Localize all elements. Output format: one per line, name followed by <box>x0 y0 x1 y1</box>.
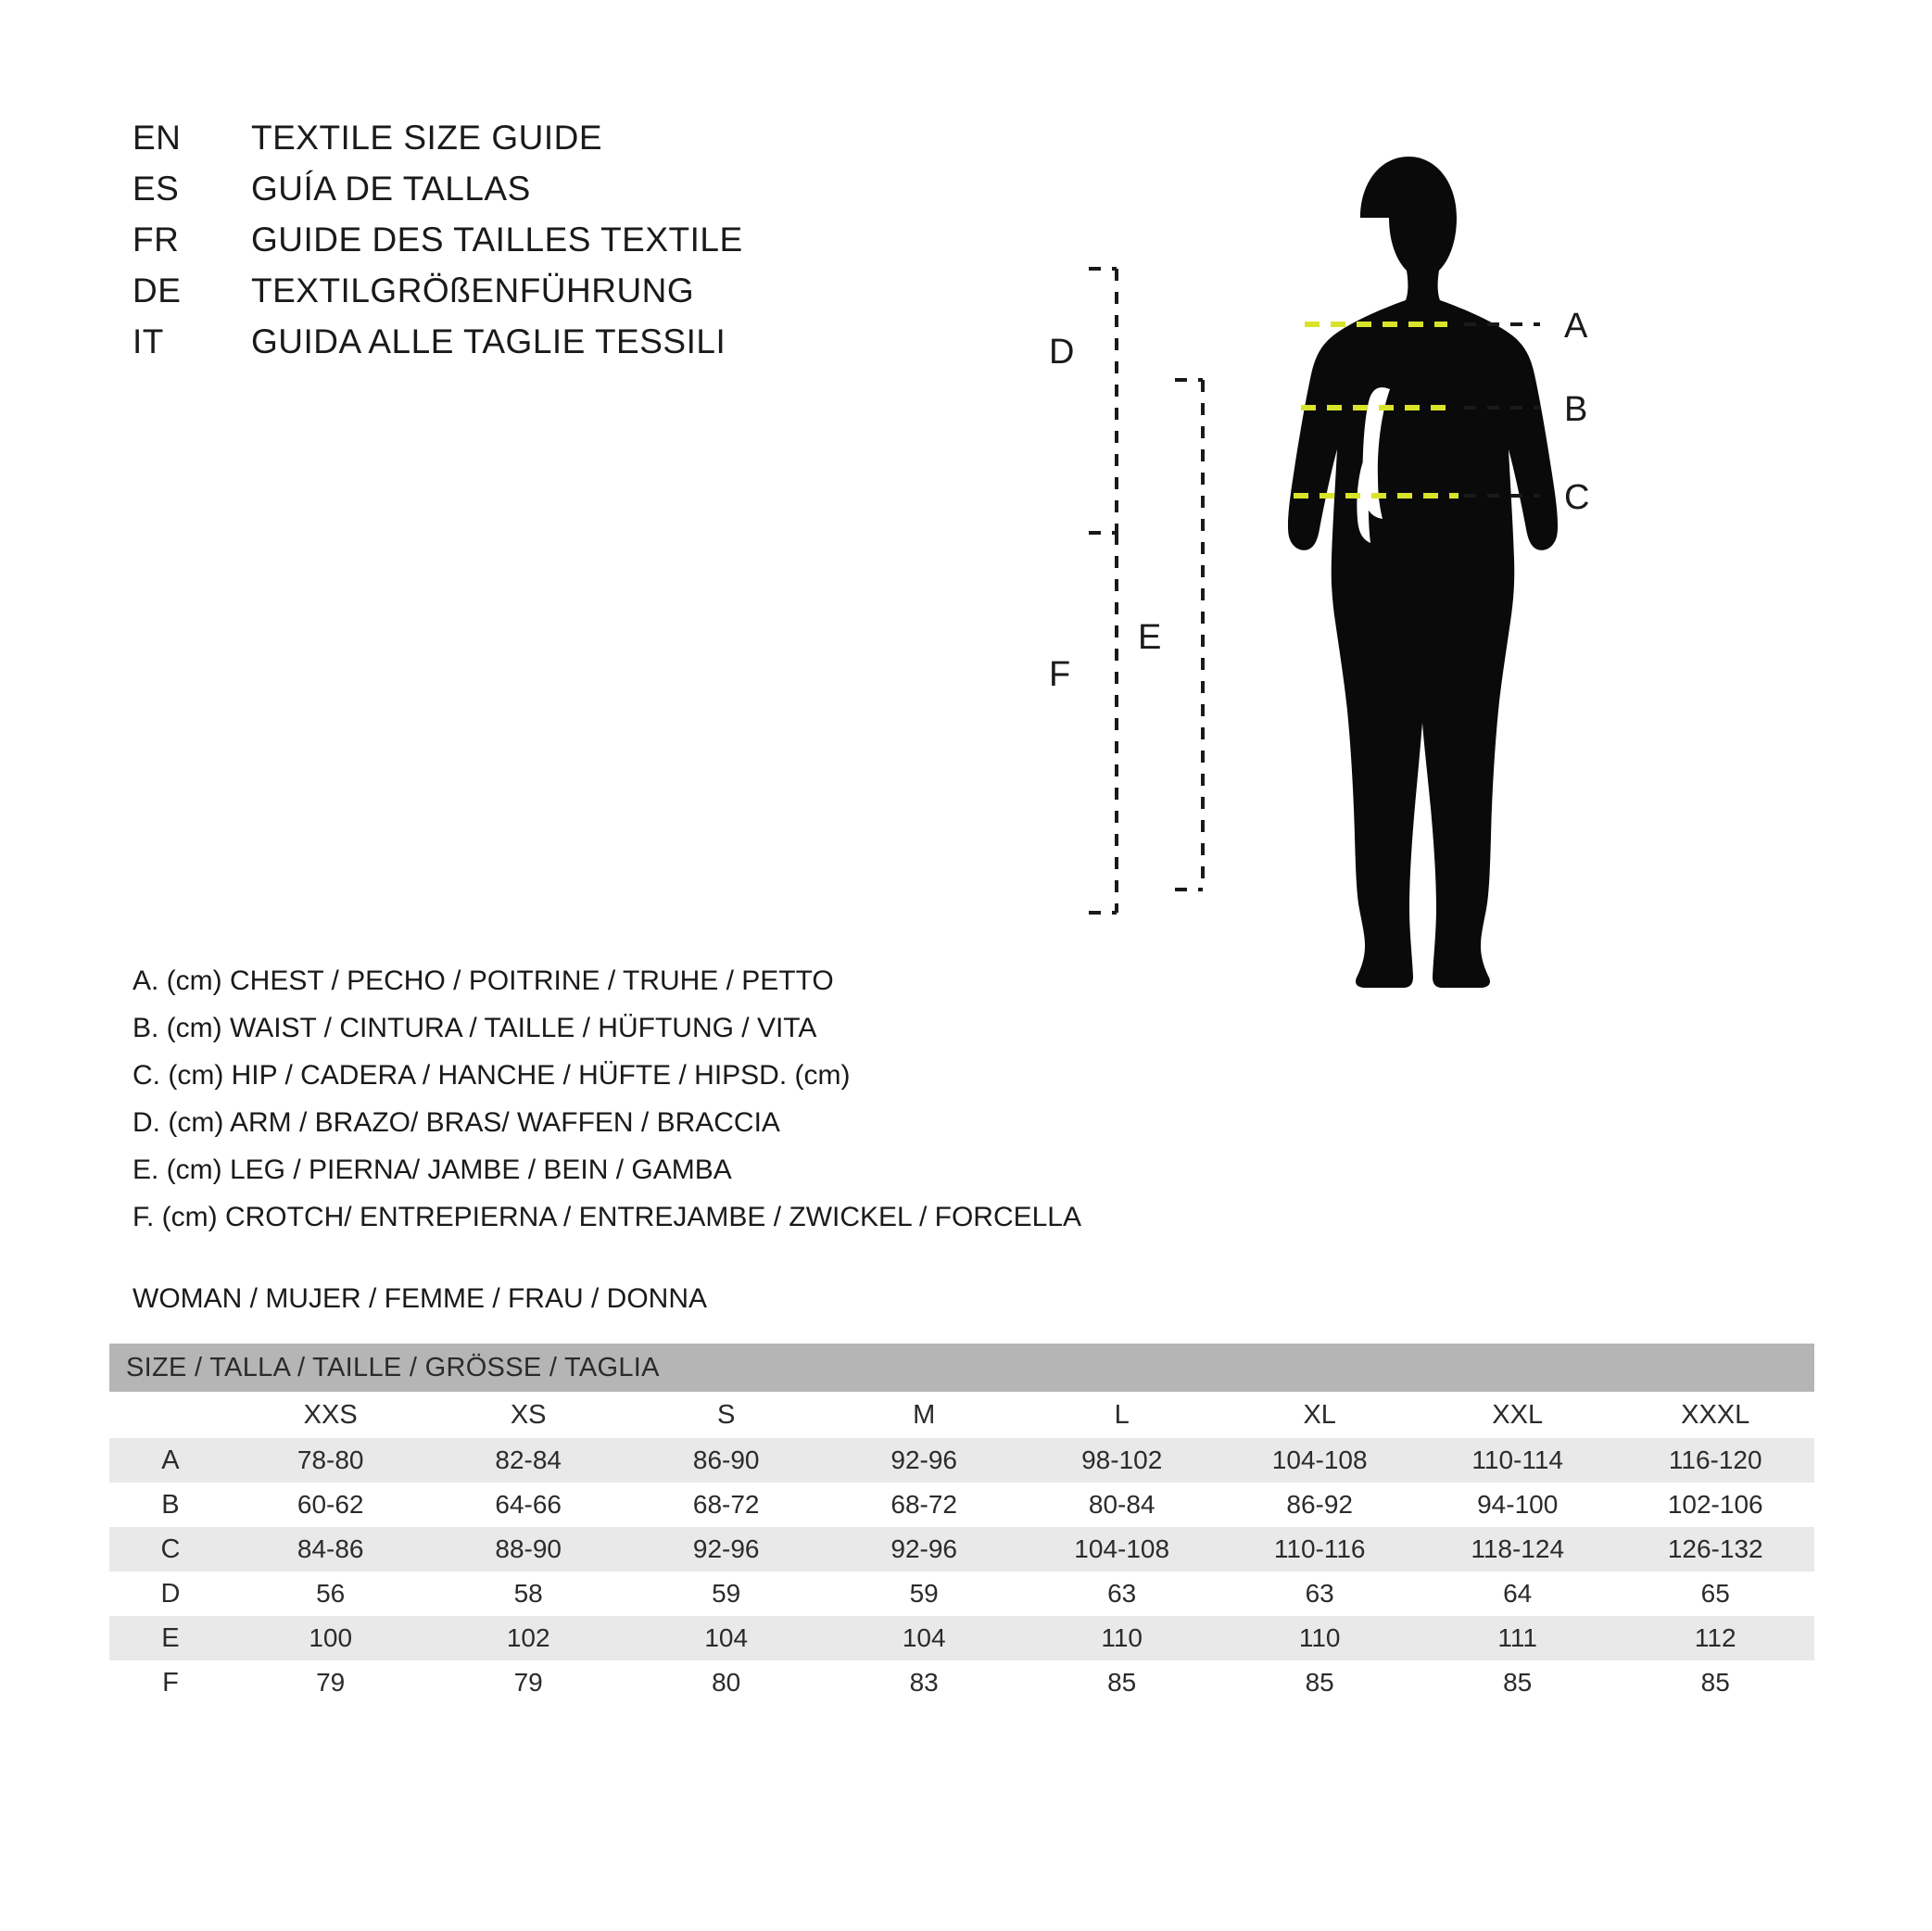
table-cell: 80 <box>627 1660 826 1705</box>
language-code: IT <box>133 322 164 360</box>
table-cell: 85 <box>1023 1660 1221 1705</box>
table-cell: 110 <box>1220 1616 1419 1660</box>
table-cell: 68-72 <box>627 1483 826 1527</box>
table-cell: 79 <box>429 1660 627 1705</box>
dimension-label-d: D <box>1049 333 1075 372</box>
legend-line-a: A. (cm) CHEST / PECHO / POITRINE / TRUHE / PETTO <box>133 966 834 996</box>
marker-label-c: C <box>1564 478 1590 517</box>
table-cell: 83 <box>825 1660 1023 1705</box>
table-row <box>109 1571 1814 1616</box>
table-cell: 63 <box>1023 1571 1221 1616</box>
row-label: B <box>109 1483 232 1527</box>
marker-label-b: B <box>1564 390 1588 429</box>
table-cell: 92-96 <box>627 1527 826 1571</box>
table-cell: 102-106 <box>1616 1483 1814 1527</box>
column-header: M <box>825 1392 1023 1438</box>
table-cell: 112 <box>1616 1616 1814 1660</box>
title-row <box>133 221 966 271</box>
table-cell: 102 <box>429 1616 627 1660</box>
table-cell: 104-108 <box>1220 1438 1419 1483</box>
table-cell: 85 <box>1616 1660 1814 1705</box>
legend-line-b: B. (cm) WAIST / CINTURA / TAILLE / HÜFTUNG / VITA <box>133 1013 817 1043</box>
table-cell: 59 <box>825 1571 1023 1616</box>
table-cell: 118-124 <box>1419 1527 1617 1571</box>
table-cell: 110 <box>1023 1616 1221 1660</box>
language-code: ES <box>133 170 180 208</box>
table-cell: 78-80 <box>232 1438 430 1483</box>
title-row <box>133 271 966 322</box>
table-cell: 92-96 <box>825 1438 1023 1483</box>
table-cell: 100 <box>232 1616 430 1660</box>
female-silhouette-icon <box>1288 157 1558 988</box>
measurement-legend <box>133 957 1226 1241</box>
legend-line-f: F. (cm) CROTCH/ ENTREPIERNA / ENTREJAMBE / ZWICKEL / FORCELLA <box>133 1202 1081 1232</box>
table-band-header <box>109 1344 1814 1392</box>
legend-line-e: E. (cm) LEG / PIERNA/ JAMBE / BEIN / GAMBA <box>133 1155 732 1185</box>
table-band-header-label: SIZE / TALLA / TAILLE / GRÖSSE / TAGLIA <box>109 1344 1814 1392</box>
table-cell: 104 <box>825 1616 1023 1660</box>
language-title: TEXTILGRÖßENFÜHRUNG <box>251 271 695 309</box>
column-header: XL <box>1220 1392 1419 1438</box>
table-corner-cell <box>109 1392 232 1438</box>
row-label: C <box>109 1527 232 1571</box>
gender-label: WOMAN / MUJER / FEMME / FRAU / DONNA <box>133 1283 707 1314</box>
table-cell: 80-84 <box>1023 1483 1221 1527</box>
table-row <box>109 1483 1814 1527</box>
title-row <box>133 322 966 373</box>
table-row <box>109 1527 1814 1571</box>
table-cell: 68-72 <box>825 1483 1023 1527</box>
column-header: XS <box>429 1392 627 1438</box>
legend-line-d: D. (cm) ARM / BRAZO/ BRAS/ WAFFEN / BRACCIA <box>133 1107 780 1138</box>
table-row <box>109 1438 1814 1483</box>
table-cell: 126-132 <box>1616 1527 1814 1571</box>
table-cell: 60-62 <box>232 1483 430 1527</box>
language-title: GUIDA ALLE TAGLIE TESSILI <box>251 322 726 360</box>
title-row <box>133 119 966 170</box>
marker-label-a: A <box>1564 307 1588 346</box>
table-cell: 86-90 <box>627 1438 826 1483</box>
table-cell: 88-90 <box>429 1527 627 1571</box>
table-cell: 86-92 <box>1220 1483 1419 1527</box>
language-title: GUIDE DES TAILLES TEXTILE <box>251 221 743 259</box>
language-code: EN <box>133 119 182 157</box>
language-title-block <box>133 119 966 373</box>
row-label: E <box>109 1616 232 1660</box>
table-cell: 85 <box>1220 1660 1419 1705</box>
row-label: D <box>109 1571 232 1616</box>
size-table-wrapper <box>109 1344 1814 1705</box>
table-cell: 65 <box>1616 1571 1814 1616</box>
table-cell: 92-96 <box>825 1527 1023 1571</box>
table-cell: 104-108 <box>1023 1527 1221 1571</box>
row-label: A <box>109 1438 232 1483</box>
table-cell: 59 <box>627 1571 826 1616</box>
dimension-label-e: E <box>1138 618 1162 657</box>
column-header: XXXL <box>1616 1392 1814 1438</box>
title-row <box>133 170 966 221</box>
dimension-lines <box>1089 269 1203 913</box>
language-code: FR <box>133 221 180 259</box>
table-cell: 94-100 <box>1419 1483 1617 1527</box>
table-cell: 85 <box>1419 1660 1617 1705</box>
table-cell: 110-114 <box>1419 1438 1617 1483</box>
table-row <box>109 1660 1814 1705</box>
legend-line-c: C. (cm) HIP / CADERA / HANCHE / HÜFTE / HIPSD. (cm) <box>133 1060 851 1091</box>
table-cell: 110-116 <box>1220 1527 1419 1571</box>
table-cell: 84-86 <box>232 1527 430 1571</box>
table-cell: 58 <box>429 1571 627 1616</box>
row-label: F <box>109 1660 232 1705</box>
table-cell: 79 <box>232 1660 430 1705</box>
column-header: S <box>627 1392 826 1438</box>
dimension-label-f: F <box>1049 655 1071 694</box>
table-cell: 111 <box>1419 1616 1617 1660</box>
column-header: L <box>1023 1392 1221 1438</box>
table-row <box>109 1616 1814 1660</box>
language-title: GUÍA DE TALLAS <box>251 170 531 208</box>
language-title: TEXTILE SIZE GUIDE <box>251 119 603 157</box>
table-cell: 64 <box>1419 1571 1617 1616</box>
table-cell: 82-84 <box>429 1438 627 1483</box>
column-header: XXL <box>1419 1392 1617 1438</box>
table-column-header-row <box>109 1392 1814 1438</box>
table-cell: 56 <box>232 1571 430 1616</box>
size-table <box>109 1344 1814 1705</box>
table-cell: 98-102 <box>1023 1438 1221 1483</box>
language-code: DE <box>133 271 182 309</box>
body-measurement-diagram <box>1049 74 1909 1167</box>
table-cell: 64-66 <box>429 1483 627 1527</box>
table-cell: 104 <box>627 1616 826 1660</box>
table-cell: 116-120 <box>1616 1438 1814 1483</box>
table-cell: 63 <box>1220 1571 1419 1616</box>
column-header: XXS <box>232 1392 430 1438</box>
